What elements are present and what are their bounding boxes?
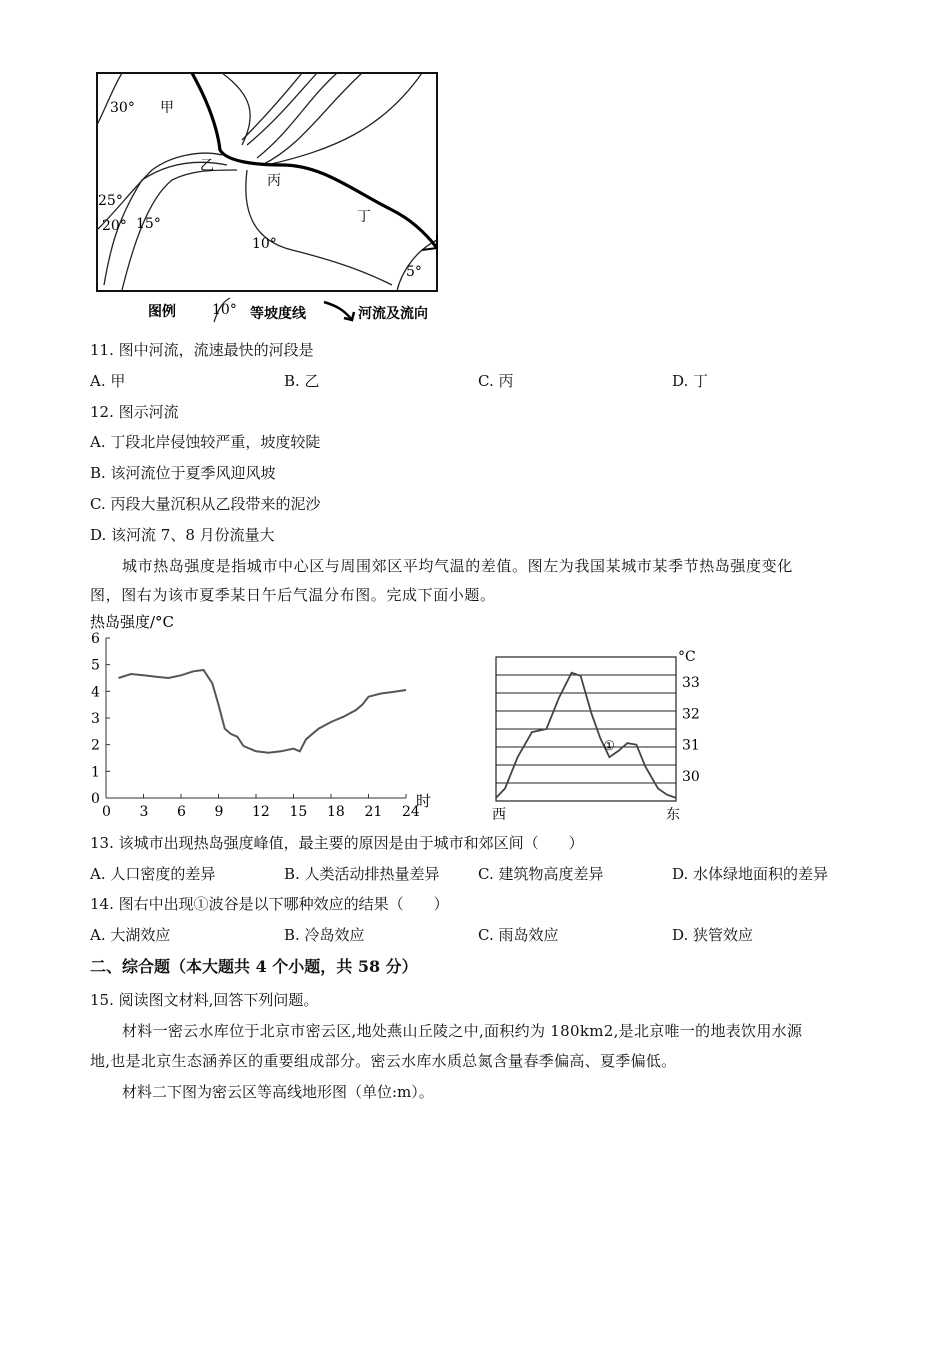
left-chart-x-tick-label: 15 bbox=[289, 804, 308, 820]
q11-option-c[interactable]: C. 丙 bbox=[478, 372, 514, 390]
left-chart-xlabel: 时 bbox=[416, 792, 432, 810]
temperature-profile-chart bbox=[488, 645, 713, 825]
right-chart-y-tick-label: 30 bbox=[682, 768, 700, 785]
legend-river-label: 河流及流向 bbox=[358, 306, 428, 322]
legend-river-icon bbox=[324, 302, 354, 320]
left-chart-x-tick-label: 0 bbox=[102, 804, 111, 820]
q12-stem: 12. 图示河流 bbox=[90, 403, 179, 421]
left-chart-x-tick-label: 12 bbox=[252, 804, 270, 820]
q12-option-d[interactable]: D. 该河流 7、8 月份流量大 bbox=[90, 526, 275, 544]
right-chart-y-tick-label: 33 bbox=[682, 675, 700, 692]
left-chart-y-tick-label: 1 bbox=[91, 764, 100, 781]
section-2-title: 二、综合题（本大题共 4 个小题，共 58 分） bbox=[90, 957, 418, 976]
temperature-series-line bbox=[496, 673, 676, 798]
q11-option-a[interactable]: A. 甲 bbox=[90, 372, 126, 390]
right-chart-ylabel: °C bbox=[678, 649, 696, 665]
right-chart-east-label: 东 bbox=[666, 807, 680, 823]
q14-stem: 14. 图右中出现①波谷是以下哪种效应的结果（ ） bbox=[90, 895, 449, 913]
left-chart-x-tick-label: 3 bbox=[139, 804, 149, 820]
left-chart-x-tick-label: 21 bbox=[364, 804, 383, 820]
q15-material-2: 材料二下图为密云区等高线地形图（单位:m）。 bbox=[122, 1083, 434, 1101]
intro-line-1: 城市热岛强度是指城市中心区与周围郊区平均气温的差值。图左为我国某城市某季节热岛强度变化 bbox=[122, 557, 793, 575]
q11-option-d[interactable]: D. 丁 bbox=[672, 372, 709, 390]
right-chart-y-tick-label: 31 bbox=[682, 737, 700, 754]
river-label-jia: 甲 bbox=[160, 100, 174, 116]
q15-stem: 15. 阅读图文材料,回答下列问题。 bbox=[90, 991, 319, 1009]
legend-contour-label: 等坡度线 bbox=[250, 306, 306, 322]
contour-label-10: 10° bbox=[252, 236, 277, 252]
left-chart-ylabel: 热岛强度/°C bbox=[90, 613, 175, 631]
q11-stem: 11. 图中河流，流速最快的河段是 bbox=[90, 341, 314, 359]
contour-label-25: 25° bbox=[98, 193, 123, 209]
contour-label-30: 30° bbox=[110, 100, 135, 116]
q13-option-b[interactable]: B. 人类活动排热量差异 bbox=[284, 865, 440, 883]
q14-option-c[interactable]: C. 雨岛效应 bbox=[478, 926, 559, 944]
q15-material-1-line-2: 地,也是北京生态涵养区的重要组成部分。密云水库水质总氮含量春季偏高、夏季偏低。 bbox=[90, 1052, 677, 1070]
left-chart-x-tick-label: 9 bbox=[214, 804, 224, 820]
slope-map-figure bbox=[92, 70, 452, 328]
river-label-bing: 丙 bbox=[267, 173, 281, 189]
contour-label-5: 5° bbox=[406, 264, 422, 280]
contour-label-20: 20° bbox=[102, 218, 127, 234]
q14-option-d[interactable]: D. 狭管效应 bbox=[672, 926, 754, 944]
legend-title: 图例 bbox=[148, 304, 176, 320]
trough-marker-1: ① bbox=[603, 739, 616, 755]
left-chart-y-tick-label: 2 bbox=[91, 737, 100, 754]
q15-material-1-line-1: 材料一密云水库位于北京市密云区,地处燕山丘陵之中,面积约为 180km2,是北京唯一的地表饮用水源 bbox=[122, 1022, 803, 1040]
intro-line-2: 图，图右为该市夏季某日午后气温分布图。完成下面小题。 bbox=[90, 586, 496, 604]
left-chart-y-tick-label: 6 bbox=[91, 631, 100, 647]
river-label-yi: 乙 bbox=[200, 158, 214, 174]
left-chart-y-tick-label: 0 bbox=[91, 791, 100, 807]
q12-option-a[interactable]: A. 丁段北岸侵蚀较严重，坡度较陡 bbox=[90, 433, 321, 451]
q11-option-b[interactable]: B. 乙 bbox=[284, 372, 320, 390]
left-chart-x-tick-label: 18 bbox=[327, 804, 345, 820]
river-label-ding: 丁 bbox=[357, 209, 371, 225]
q14-option-a[interactable]: A. 大湖效应 bbox=[90, 926, 171, 944]
left-chart-y-tick-label: 4 bbox=[91, 684, 100, 701]
q13-option-a[interactable]: A. 人口密度的差异 bbox=[90, 865, 216, 883]
legend-contour-sample: 10° bbox=[212, 302, 237, 318]
right-chart-west-label: 西 bbox=[492, 807, 506, 823]
q13-option-c[interactable]: C. 建筑物高度差异 bbox=[478, 865, 604, 883]
left-chart-y-tick-label: 3 bbox=[91, 711, 100, 727]
q14-option-b[interactable]: B. 冷岛效应 bbox=[284, 926, 365, 944]
q12-option-c[interactable]: C. 丙段大量沉积从乙段带来的泥沙 bbox=[90, 495, 321, 513]
q12-option-b[interactable]: B. 该河流位于夏季风迎风坡 bbox=[90, 464, 276, 482]
left-chart-y-tick-label: 5 bbox=[91, 657, 100, 674]
contour-label-15: 15° bbox=[136, 216, 161, 232]
q13-stem: 13. 该城市出现热岛强度峰值，最主要的原因是由于城市和郊区间（ ） bbox=[90, 834, 584, 852]
left-chart-x-tick-label: 6 bbox=[177, 804, 186, 820]
left-chart-x-tick-label: 24 bbox=[402, 804, 420, 820]
q13-option-d[interactable]: D. 水体绿地面积的差异 bbox=[672, 865, 829, 883]
right-chart-y-tick-label: 32 bbox=[682, 706, 700, 723]
heat-island-series-line bbox=[119, 670, 407, 753]
heat-island-chart bbox=[86, 610, 441, 825]
